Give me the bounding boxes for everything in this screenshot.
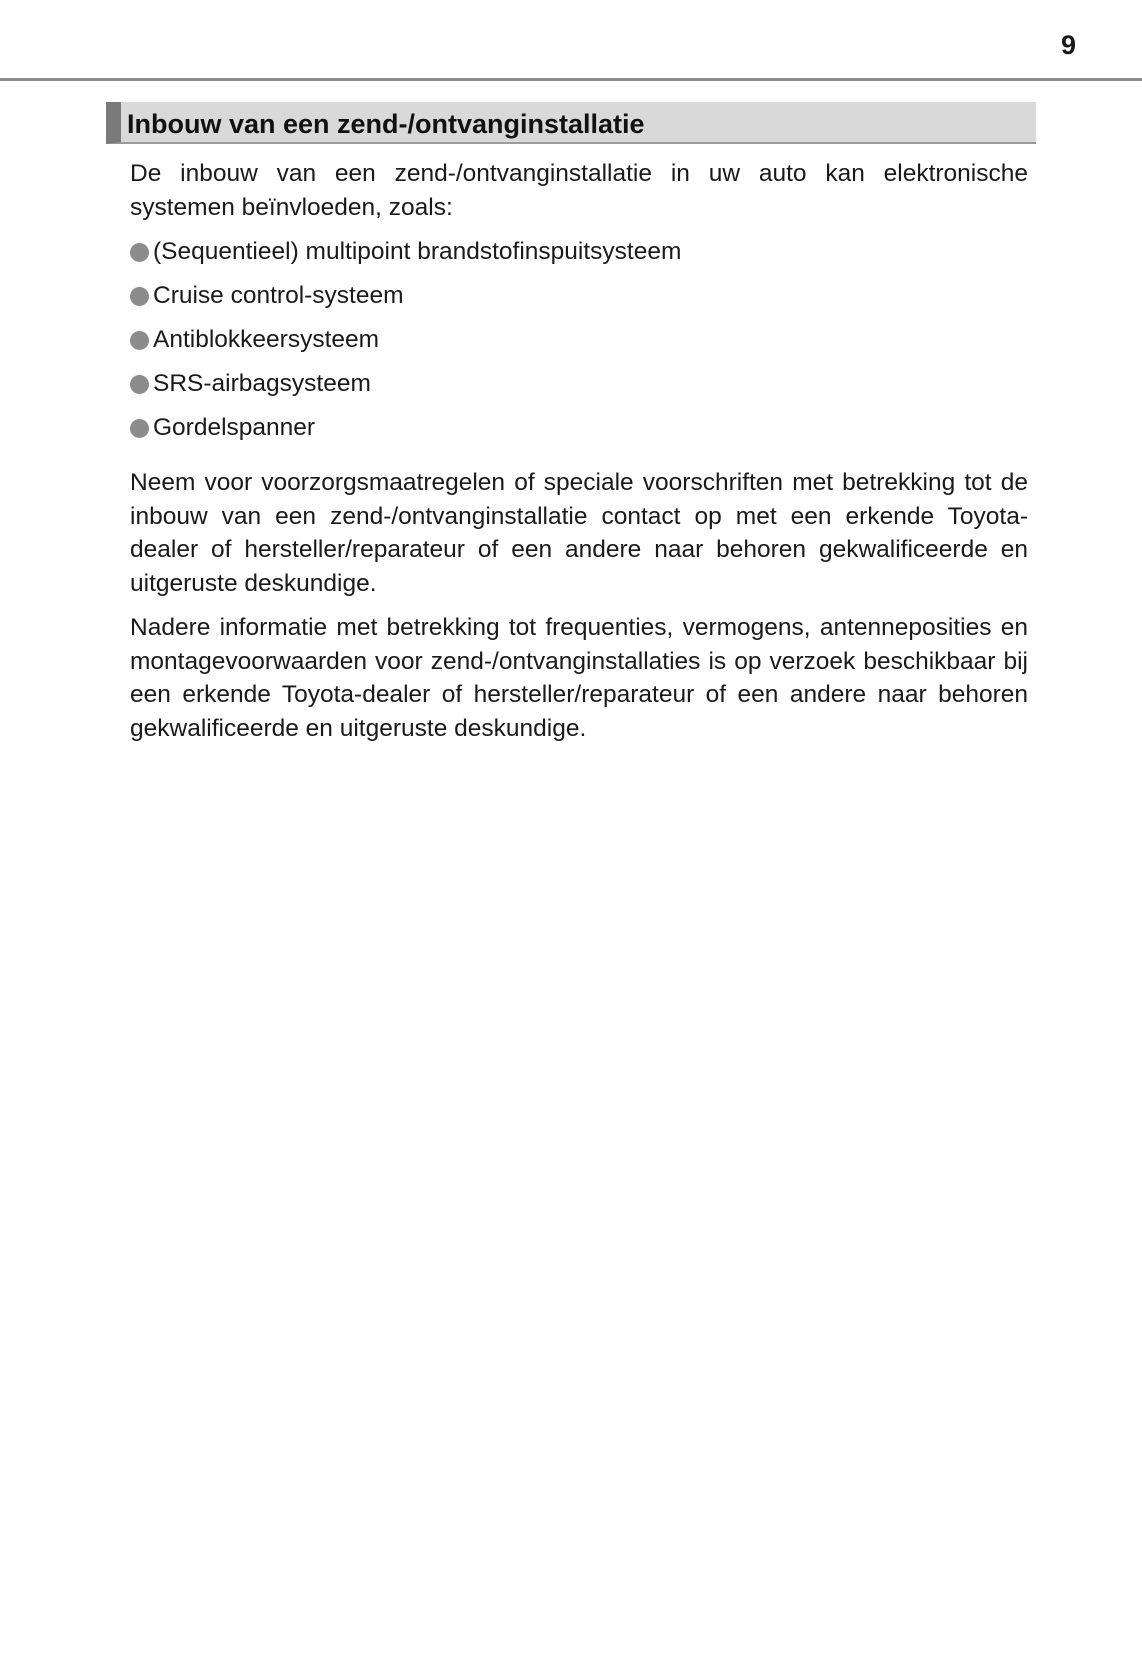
bullet-icon xyxy=(130,331,149,350)
page-number: 9 xyxy=(1060,30,1076,60)
list-item-text: SRS-airbagsysteem xyxy=(153,370,371,397)
bullet-icon xyxy=(130,375,149,394)
list-item-text: Antiblokkeersysteem xyxy=(153,326,380,353)
intro-paragraph: De inbouw van een zend-/ontvanginstallatie in uw auto kan elektronische systemen beïnvloeden, zoals: xyxy=(130,160,1028,221)
section-body xyxy=(130,157,1028,756)
dealer-contact-paragraph: Neem voor voorzorgsmaatregelen of speciale voorschriften met betrekking tot de inbouw van een zend-/ontvanginstallatie contact op met een erkende Toyota-dealer of hersteller/reparateur of een andere naar behoren gekwalificeerde en uitgeruste deskundige. xyxy=(130,469,1028,597)
bullet-icon xyxy=(130,287,149,306)
section-title: Inbouw van een zend-/ontvanginstallatie xyxy=(127,109,645,139)
further-info-paragraph: Nadere informatie met betrekking tot frequenties, vermogens, antenneposities en montagevoorwaarden voor zend-/ontvanginstallaties is op verzoek beschikbaar bij een erkende Toyota-dealer of hersteller/reparateur of een andere naar behoren gekwalificeerde en uitgeruste deskundige. xyxy=(130,614,1028,742)
header-divider xyxy=(0,78,1142,81)
list-item xyxy=(130,323,1028,367)
affected-systems-list xyxy=(130,235,1028,455)
list-item xyxy=(130,279,1028,323)
list-item xyxy=(130,411,1028,455)
bullet-icon xyxy=(130,243,149,262)
list-item xyxy=(130,367,1028,411)
list-item xyxy=(130,235,1028,279)
section-header xyxy=(106,102,1036,144)
bullet-icon xyxy=(130,419,149,438)
list-item-text: Cruise control-systeem xyxy=(153,282,404,309)
list-item-text: Gordelspanner xyxy=(153,414,316,441)
list-item-text: (Sequentieel) multipoint brandstofinspuitsysteem xyxy=(153,238,682,265)
